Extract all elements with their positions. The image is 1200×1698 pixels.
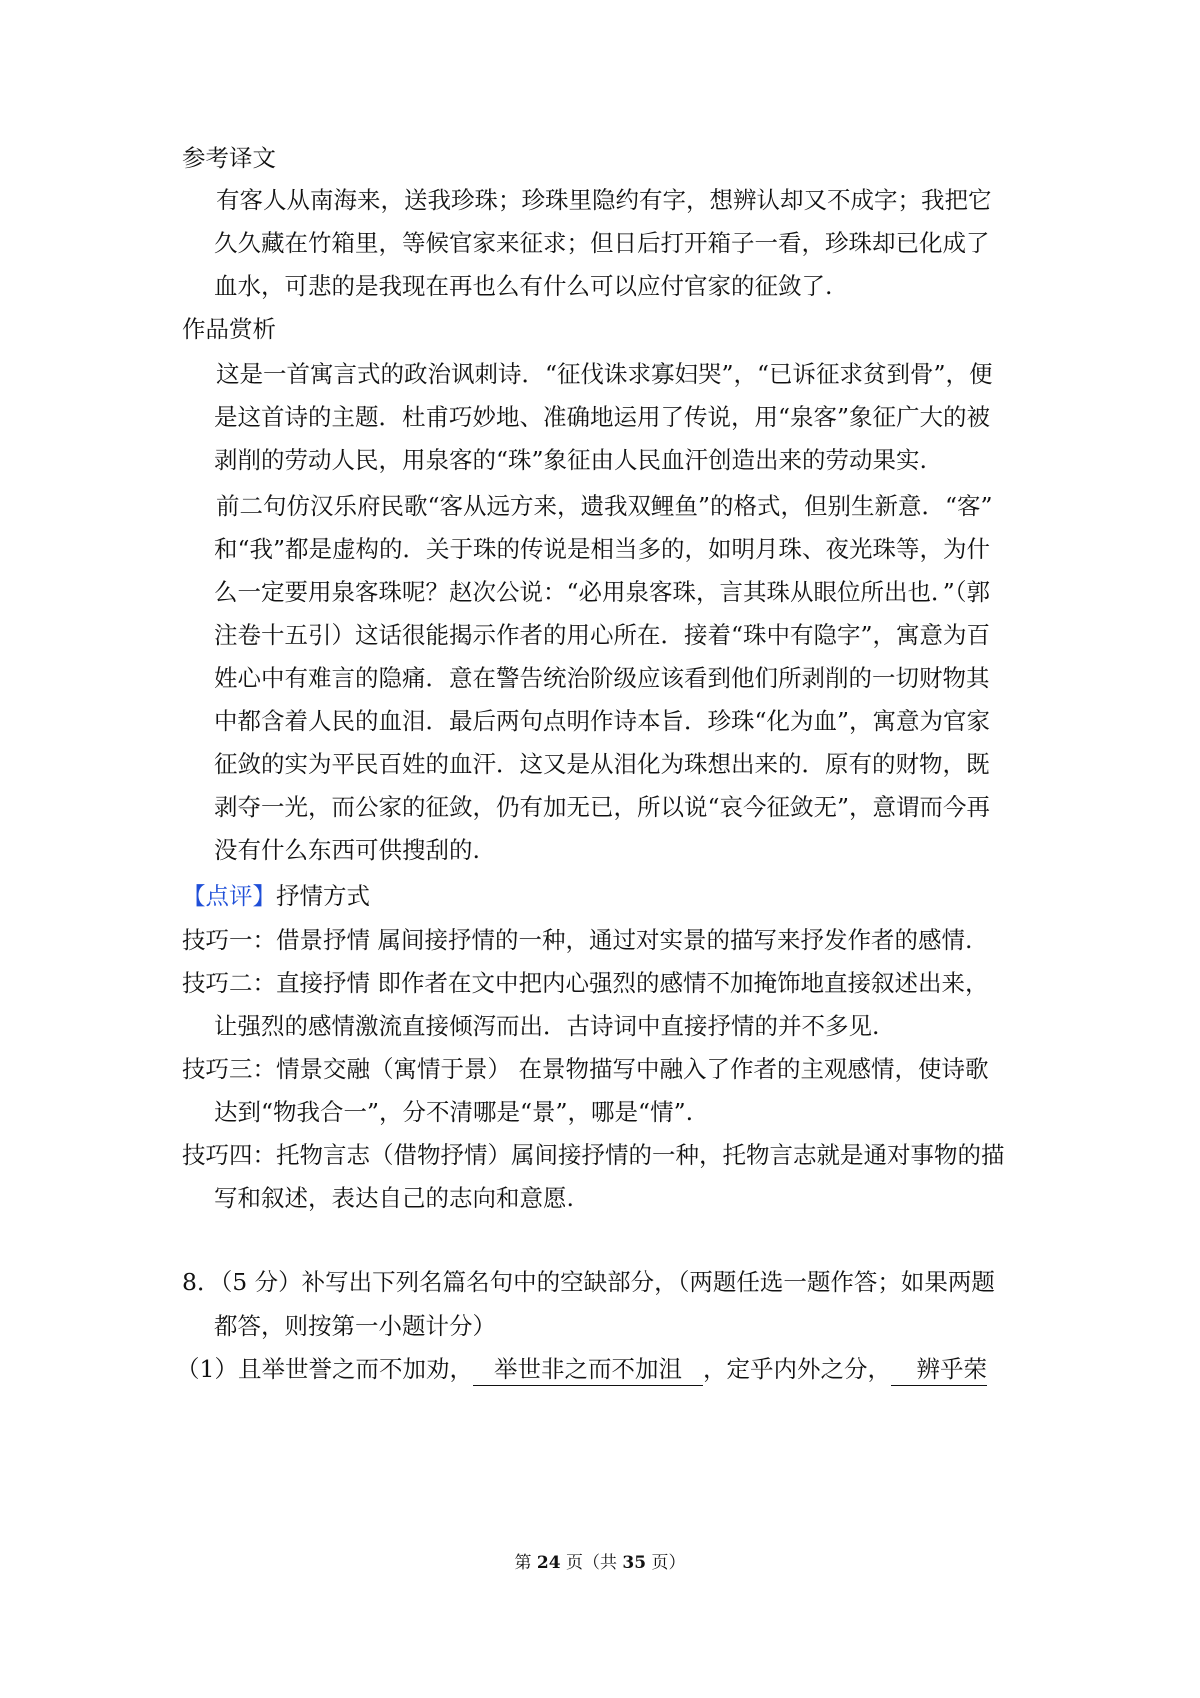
footer-post: 页）: [646, 1553, 686, 1573]
translation-line-1: 有客人从南海来，送我珍珠；珍珠里隐约有字，想辨认却又不成字；我把它: [216, 186, 992, 214]
appreciation-p2-line-2: 和“我”都是虚构的．关于珠的传说是相当多的，如明月珠、夜光珠等，为什: [214, 535, 991, 563]
comment-heading: [182, 880, 1020, 912]
translation-heading: 参考译文: [182, 144, 276, 172]
answer-blank-1: 举世非之而不加沮: [473, 1353, 703, 1386]
comment-title: 抒情方式: [276, 882, 370, 910]
appreciation-p1-line-1: 这是一首寓言式的政治讽刺诗．“征伐诛求寡妇哭”，“已诉征求贫到骨”，便: [216, 360, 993, 388]
appreciation-p1-line-3: 剥削的劳动人民，用泉客的“珠”象征由人民血汗创造出来的劳动果实.: [214, 446, 927, 474]
footer-total-pages: 35: [622, 1553, 647, 1573]
appreciation-heading: 作品赏析: [182, 315, 276, 343]
appreciation-p2-line-9: 没有什么东西可供搜刮的.: [214, 836, 480, 864]
answer-blank-2: 辨乎荣: [891, 1353, 987, 1386]
tip-2-line-2: 让强烈的感情激流直接倾泻而出．古诗词中直接抒情的并不多见.: [214, 1012, 880, 1040]
appreciation-p1-line-2: 是这首诗的主题．杜甫巧妙地、准确地运用了传说，用“泉客”象征广大的被: [214, 403, 991, 431]
tip-1-line-1: 技巧一：借景抒情 属间接抒情的一种，通过对实景的描写来抒发作者的感情.: [182, 926, 973, 954]
appreciation-p2-line-1: 前二句仿汉乐府民歌“客从远方来，遗我双鲤鱼”的格式，但别生新意．“客”: [216, 492, 993, 520]
page-footer: [0, 1551, 1200, 1575]
tip-2-line-1: 技巧二：直接抒情 即作者在文中把内心强烈的感情不加掩饰地直接叙述出来，: [182, 969, 989, 997]
question-sub-1: [176, 1353, 1020, 1386]
translation-line-2: 久久藏在竹箱里，等候官家来征求；但日后打开箱子一看，珍珠却已化成了: [214, 229, 990, 257]
sub-1-prefix: （1）且举世誉之而不加劝，: [176, 1355, 473, 1383]
footer-page-number: 24: [536, 1553, 561, 1573]
translation-line-3: 血水，可悲的是我现在再也么有什么可以应付官家的征敛了.: [214, 272, 833, 300]
appreciation-p2-line-6: 中都含着人民的血泪．最后两句点明作诗本旨．珍珠“化为血”，寓意为官家: [214, 707, 991, 735]
appreciation-p2-line-5: 姓心中有难言的隐痛．意在警告统治阶级应该看到他们所剥削的一切财物其: [214, 664, 990, 692]
tip-3-line-2: 达到“物我合一”，分不清哪是“景”，哪是“情”.: [214, 1098, 694, 1126]
footer-pre: 第: [514, 1553, 537, 1573]
tip-4-line-2: 写和叙述，表达自己的志向和意愿.: [214, 1184, 574, 1212]
footer-mid: 页（共: [560, 1553, 623, 1573]
appreciation-p2-line-3: 么一定要用泉客珠呢？赵次公说：“必用泉客珠，言其珠从眼位所出也．”（郭: [214, 578, 991, 606]
appreciation-p2-line-4: 注卷十五引）这话很能揭示作者的用心所在．接着“珠中有隐字”，寓意为百: [214, 621, 991, 649]
question-line-1: 8．（5 分）补写出下列名篇名句中的空缺部分，（两题任选一题作答；如果两题: [182, 1268, 995, 1296]
sub-1-middle: ，定乎内外之分，: [702, 1355, 891, 1383]
question-line-2: 都答，则按第一小题计分）: [214, 1312, 496, 1340]
comment-tag: 【点评】: [182, 882, 276, 910]
tip-4-line-1: 技巧四：托物言志（借物抒情）属间接抒情的一种，托物言志就是通对事物的描: [182, 1141, 1005, 1169]
appreciation-p2-line-8: 剥夺一光，而公家的征敛，仍有加无已，所以说“哀今征敛无”，意谓而今再: [214, 793, 991, 821]
appreciation-p2-line-7: 征敛的实为平民百姓的血汗．这又是从泪化为珠想出来的．原有的财物，既: [214, 750, 990, 778]
tip-3-line-1: 技巧三：情景交融（寓情于景） 在景物描写中融入了作者的主观感情，使诗歌: [182, 1055, 989, 1083]
